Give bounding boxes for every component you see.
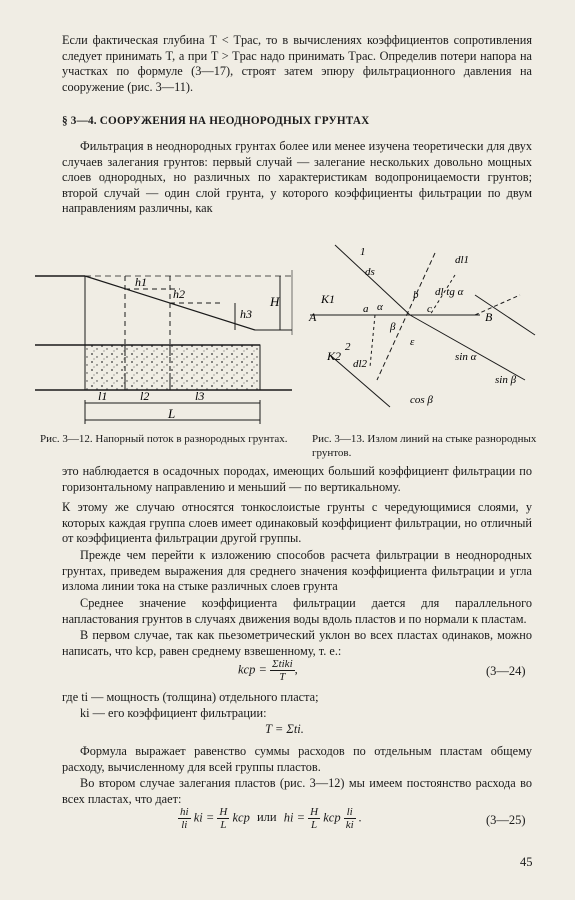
label-H: H [270, 294, 280, 309]
figure-3-12 [30, 240, 300, 430]
figure-3-13 [305, 235, 545, 425]
label-L: L [168, 406, 176, 421]
label-h3: h3 [240, 307, 252, 321]
paragraph-mean: Среднее значение коэффициента фильтрации дается для параллельного напластования грунтов в случаях движения воды вдоль пластов и по нормали к пластам. [62, 596, 532, 626]
caption-fig-3-13: Рис. 3—13. Излом линий на стыке разнородных грунтов. [312, 433, 537, 459]
label-cos-b: cos β [410, 394, 433, 406]
caption-fig-3-12: Рис. 3—12. Напорный поток в разнородных грунтах. [40, 433, 288, 445]
paragraph-where-ti: где ti — мощность (толщина) отдельного пласта; [62, 690, 319, 704]
formula-3-25-kcp2: kср [323, 810, 341, 825]
label-h1: h1 [135, 275, 147, 289]
paragraph-second-case: Во втором случае залегания пластов (рис. 3—12) мы имеем постоянство расхода во всех пластах, что дает: [62, 776, 532, 806]
paragraph-intro: Фильтрация в неоднородных грунтах более или менее изучена теоретически для двух случаев залегания грунтов: первый случай — залегание нескольких довольно мощных слоев однородных, но различных по характеристикам водопроницаемости грунтов; второй случай — один слой грунта, у которого коэффициенты фильтрации по двум направлениям различны, как [62, 139, 532, 216]
label-l2: l2 [140, 389, 150, 403]
paragraph-first-case: В первом случае, так как пьезометрический уклон во всех пластах одинаков, можно написать, что kср, равен среднему взвешенному, т. е.: [62, 628, 532, 658]
label-h2: h2 [173, 287, 185, 301]
paragraph-top: Если фактическая глубина T < Tрас, то в вычислениях коэффициентов сопротивления следует принимать T, а при T > Tрас надо принимать Tрас. Определив потери напора на участках по формуле (3—17), строят затем эпюру фильтрационного давления на сооружение (рис. 3—11). [62, 33, 532, 94]
label-epsilon: ε [410, 336, 415, 348]
label-beta: β [390, 321, 396, 333]
paragraph-where-ki: ki — его коэффициент фильтрации: [80, 706, 267, 720]
formula-3-25-frac-d [344, 806, 356, 831]
formula-3-25-frac-c [308, 806, 320, 831]
label-sin-a: sin α [455, 351, 477, 363]
frac-c-den: L [311, 819, 318, 831]
section-heading: § 3—4. СООРУЖЕНИЯ НА НЕОДНОРОДНЫХ ГРУНТАХ [62, 115, 370, 127]
label-a: a [363, 303, 369, 315]
formula-3-24: kср = $\frac{\text{Σtiki}}{T}$ , [238, 658, 298, 683]
label-sin-b: sin β [495, 374, 517, 386]
equation-number-3-25: (3—25) [486, 813, 526, 827]
formula-3-25-kcp: kср [232, 810, 250, 825]
formula-3-24-lhs: kср = [238, 662, 267, 677]
formula-3-25-frac-b [217, 806, 229, 831]
formula-T: T = Σti. [265, 722, 304, 736]
label-1: 1 [360, 246, 366, 258]
paragraph-cont2: К этому же случаю относятся тонкослоистые грунты с чередующимися слоями, у которых каждая группа слоев имеет одинаковый коэффициент фильтрации, но отличный от коэффициента фильтрации другой группы. [62, 500, 532, 546]
formula-3-24-denominator: T [279, 671, 286, 683]
formula-3-25-frac-a [178, 806, 191, 831]
label-ds-top: ds [365, 266, 375, 278]
paragraph-cont1: это наблюдается в осадочных породах, имеющих больший коэффициент фильтрации по горизонтальному направлению и меньший — по вертикальному. [62, 464, 532, 494]
label-dl2: dl2 [353, 358, 368, 370]
label-A: A [309, 310, 317, 324]
page-number: 45 [520, 854, 533, 869]
formula-3-24-numerator: Σtiki [272, 658, 293, 670]
frac-a-num: hi [180, 806, 189, 818]
label-c: c [427, 303, 432, 315]
label-l3: l3 [195, 389, 205, 403]
label-alpha: α [377, 301, 383, 313]
label-2: 2 [345, 341, 351, 353]
paragraph-formula-expr: Формула выражает равенство суммы расходов по отдельным пластам общему расходу, вычисленному для всей группы пластов. [62, 744, 532, 774]
frac-a-den: li [181, 819, 188, 831]
frac-d-den: ki [345, 819, 354, 831]
formula-3-25-ki: ki = [193, 810, 215, 825]
label-l1: l1 [98, 389, 108, 403]
label-K1: K1 [321, 292, 336, 306]
label-b: b [413, 289, 419, 301]
formula-3-25: $\frac{hi}{li}$ ki = $\frac{H}{L}$ kср или hi = $\frac{H}{L}$ kср $\frac{li}{ki}$ . [180, 806, 362, 831]
equation-number-3-24: (3—24) [486, 664, 526, 678]
label-K2: K2 [327, 349, 342, 363]
label-dl1: dl1 [455, 254, 470, 266]
label-dl-tg: dl tg α [435, 286, 464, 298]
frac-c-num: H [310, 806, 319, 818]
frac-d-num: li [344, 806, 356, 819]
frac-b-den: L [220, 819, 227, 831]
formula-3-25-hi: hi = [283, 810, 306, 825]
formula-3-25-or: или [256, 810, 277, 825]
paragraph-before: Прежде чем перейти к изложению способов расчета фильтрации в неоднородных грунтах, приведем выражения для среднего значения коэффициента фильтрации и угла излома линии тока на стыке различных слоев грунта [62, 548, 532, 594]
formula-3-24-fraction [270, 658, 295, 683]
frac-b-num: H [219, 806, 228, 818]
label-B: B [485, 310, 493, 324]
